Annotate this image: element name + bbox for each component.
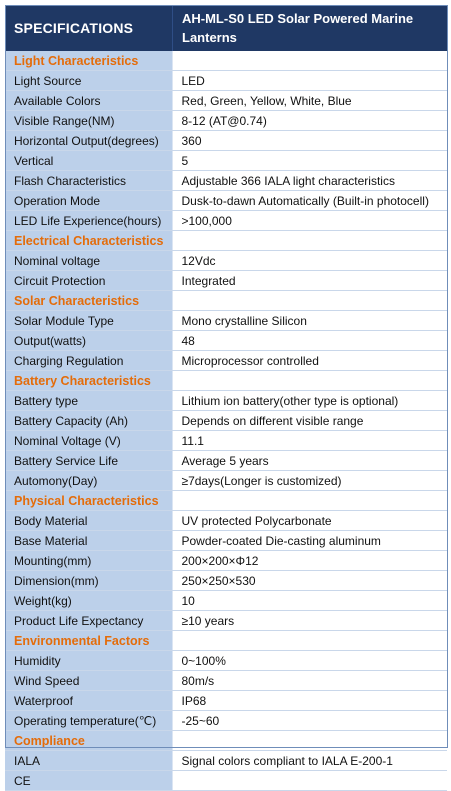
spec-value: UV protected Polycarbonate [172,511,447,531]
spec-value: IP68 [172,691,447,711]
table-row [5,591,447,611]
spec-value: Average 5 years [172,451,447,471]
section-title-blank [172,491,447,511]
spec-value: Microprocessor controlled [172,351,447,371]
spec-label: Light Source [5,71,172,91]
table-row [5,531,447,551]
spec-value: 12Vdc [172,251,447,271]
spec-value: 360 [172,131,447,151]
table-row [5,211,447,231]
section-title: Environmental Factors [5,631,172,651]
table-row [5,351,447,371]
table-row [5,271,447,291]
table-row [5,771,447,791]
spec-value: 200×200×Φ12 [172,551,447,571]
spec-label: Base Material [5,531,172,551]
spec-value: 0~100% [172,651,447,671]
table-row [5,551,447,571]
section-title: Physical Characteristics [5,491,172,511]
section-header-row [5,371,447,391]
spec-label: Weight(kg) [5,591,172,611]
table-row [5,451,447,471]
spec-label: Humidity [5,651,172,671]
table-row [5,511,447,531]
table-row [5,151,447,171]
spec-label: IALA [5,751,172,771]
spec-label: Battery Service Life [5,451,172,471]
spec-label: Waterproof [5,691,172,711]
table-header [5,5,447,51]
specifications-heading: SPECIFICATIONS [14,20,134,36]
spec-label: Product Life Expectancy [5,611,172,631]
spec-value: -25~60 [172,711,447,731]
spec-label: Available Colors [5,91,172,111]
section-title-blank [172,631,447,651]
table-row [5,471,447,491]
spec-value: 11.1 [172,431,447,451]
spec-value: Dusk-to-dawn Automatically (Built-in photocell) [172,191,447,211]
spec-value: 250×250×530 [172,571,447,591]
section-title: Compliance [5,731,172,751]
spec-value: ≥7days(Longer is customized) [172,471,447,491]
spec-value: Integrated [172,271,447,291]
spec-label: Solar Module Type [5,311,172,331]
spec-label: Battery type [5,391,172,411]
table-row [5,691,447,711]
specifications-body [5,51,447,791]
table-row [5,91,447,111]
spec-value: Red, Green, Yellow, White, Blue [172,91,447,111]
spec-label: CE [5,771,172,791]
table-row [5,571,447,591]
spec-label: Horizontal Output(degrees) [5,131,172,151]
specifications-table [5,51,447,791]
table-row [5,71,447,91]
spec-value: Depends on different visible range [172,411,447,431]
section-header-row [5,631,447,651]
spec-label: Body Material [5,511,172,531]
spec-value: Adjustable 366 IALA light characteristics [172,171,447,191]
section-title-blank [172,371,447,391]
spec-label: Dimension(mm) [5,571,172,591]
spec-value: 5 [172,151,447,171]
spec-label: Visible Range(NM) [5,111,172,131]
spec-value: 8-12 (AT@0.74) [172,111,447,131]
spec-label: Nominal voltage [5,251,172,271]
spec-value: Mono crystalline Silicon [172,311,447,331]
spec-value: Signal colors compliant to IALA E-200-1 [172,751,447,771]
table-row [5,131,447,151]
spec-value [172,771,447,791]
section-title-blank [172,291,447,311]
spec-value: Lithium ion battery(other type is optional) [172,391,447,411]
spec-label: Operation Mode [5,191,172,211]
spec-label: Charging Regulation [5,351,172,371]
section-title: Battery Characteristics [5,371,172,391]
section-header-row [5,51,447,71]
section-title-blank [172,731,447,751]
section-header-row [5,291,447,311]
table-row [5,611,447,631]
table-row [5,311,447,331]
section-title-blank [172,231,447,251]
section-title: Solar Characteristics [5,291,172,311]
spec-label: Wind Speed [5,671,172,691]
spec-label: Flash Characteristics [5,171,172,191]
section-header-row [5,491,447,511]
spec-value: ≥10 years [172,611,447,631]
spec-label: Nominal Voltage (V) [5,431,172,451]
table-row [5,651,447,671]
spec-value: LED [172,71,447,91]
spec-value: 10 [172,591,447,611]
table-row [5,431,447,451]
spec-value: 80m/s [172,671,447,691]
spec-label: Vertical [5,151,172,171]
table-row [5,111,447,131]
spec-label: Circuit Protection [5,271,172,291]
spec-value: Powder-coated Die-casting aluminum [172,531,447,551]
section-title: Light Characteristics [5,51,172,71]
spec-label: LED Life Experience(hours) [5,211,172,231]
section-title: Electrical Characteristics [5,231,172,251]
table-row [5,411,447,431]
spec-label: Mounting(mm) [5,551,172,571]
table-row [5,251,447,271]
section-header-row [5,231,447,251]
table-row [5,711,447,731]
spec-value: 48 [172,331,447,351]
section-header-row [5,731,447,751]
spec-label: Automony(Day) [5,471,172,491]
table-row [5,391,447,411]
table-row [5,191,447,211]
spec-label: Operating temperature(℃) [5,711,172,731]
spec-label: Output(watts) [5,331,172,351]
section-title-blank [172,51,447,71]
table-row [5,751,447,771]
table-row [5,671,447,691]
spec-label: Battery Capacity (Ah) [5,411,172,431]
table-row [5,171,447,191]
table-row [5,331,447,351]
spec-value: >100,000 [172,211,447,231]
product-title: AH-ML-S0 LED Solar Powered Marine Lanterns [172,5,447,51]
